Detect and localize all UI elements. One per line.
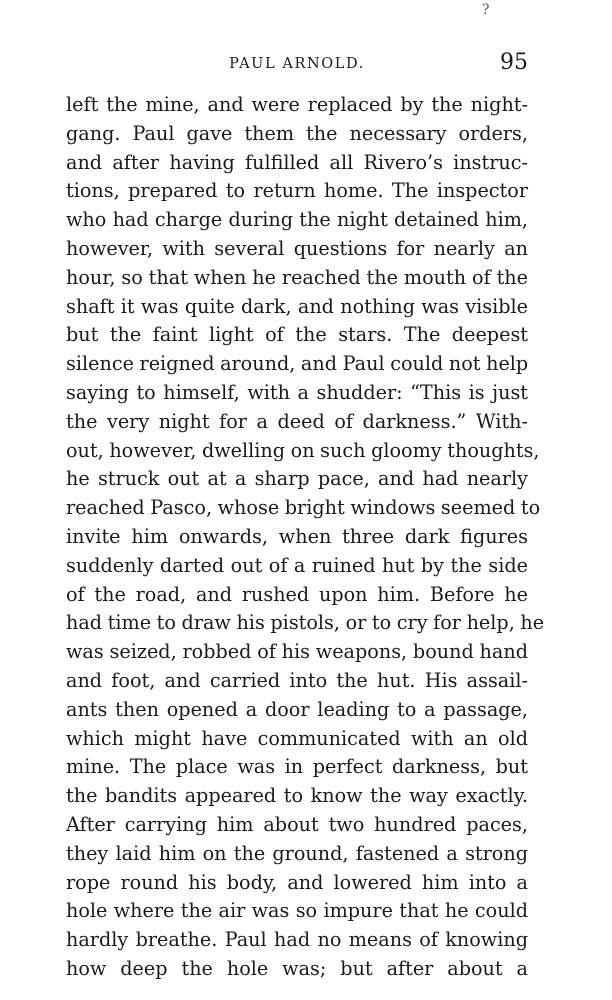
text-line: hardly breathe. Paul had no means of knowing <box>66 928 528 952</box>
text-line: suddenly darted out of a ruined hut by the side <box>66 553 528 577</box>
text-line: had time to draw his pistols, or to cry for help, he <box>66 611 545 635</box>
text-line: invite him onwards, when three dark figures <box>66 524 528 548</box>
text-line: out, however, dwelling on such gloomy thoughts, <box>66 438 540 462</box>
text-line: however, with several questions for nearly an <box>66 236 528 260</box>
text-line: but the faint light of the stars. The deepest <box>66 323 528 347</box>
text-line: silence reigned around, and Paul could not help <box>66 352 529 376</box>
text-line: ants then opened a door leading to a passage, <box>66 697 528 721</box>
running-title: PAUL ARNOLD. <box>229 56 365 72</box>
text-line: the very night for a deed of darkness.” With- <box>66 409 528 433</box>
running-head <box>66 50 528 76</box>
text-line: hole where the air was so impure that he could <box>66 899 528 923</box>
text-line: and after having fulfilled all Rivero’s instruc- <box>66 150 528 174</box>
text-line: which might have communicated with an old <box>66 726 528 750</box>
text-line: how deep the hole was; but after about a <box>66 956 528 980</box>
text-line: shaft it was quite dark, and nothing was visible <box>66 294 528 318</box>
page-number: 95 <box>500 50 528 75</box>
text-line: he struck out at a sharp pace, and had nearly <box>66 467 528 491</box>
text-line: tions, prepared to return home. The inspector <box>66 179 528 203</box>
text-line: left the mine, and were replaced by the night- <box>66 93 528 116</box>
text-line: was seized, robbed of his weapons, bound hand <box>66 640 528 664</box>
text-line: hour, so that when he reached the mouth of the <box>66 265 528 289</box>
corner-mark: ? <box>482 2 490 18</box>
text-line: After carrying him about two hundred paces, <box>66 812 528 836</box>
text-line: mine. The place was in perfect darkness, but <box>66 755 528 779</box>
text-line: gang. Paul gave them the necessary orders, <box>66 121 528 145</box>
text-line: of the road, and rushed upon him. Before he <box>66 582 528 606</box>
text-line: saying to himself, with a shudder: “This is just <box>66 380 528 404</box>
text-line: rope round his body, and lowered him into a <box>66 870 528 894</box>
text-line: and foot, and carried into the hut. His assail- <box>66 668 528 692</box>
text-line: who had charge during the night detained him, <box>66 208 528 232</box>
text-line: reached Pasco, whose bright windows seemed to <box>66 496 541 520</box>
body-text <box>66 91 545 984</box>
text-line: the bandits appeared to know the way exactly. <box>66 784 528 808</box>
text-line: they laid him on the ground, fastened a strong <box>66 841 528 865</box>
